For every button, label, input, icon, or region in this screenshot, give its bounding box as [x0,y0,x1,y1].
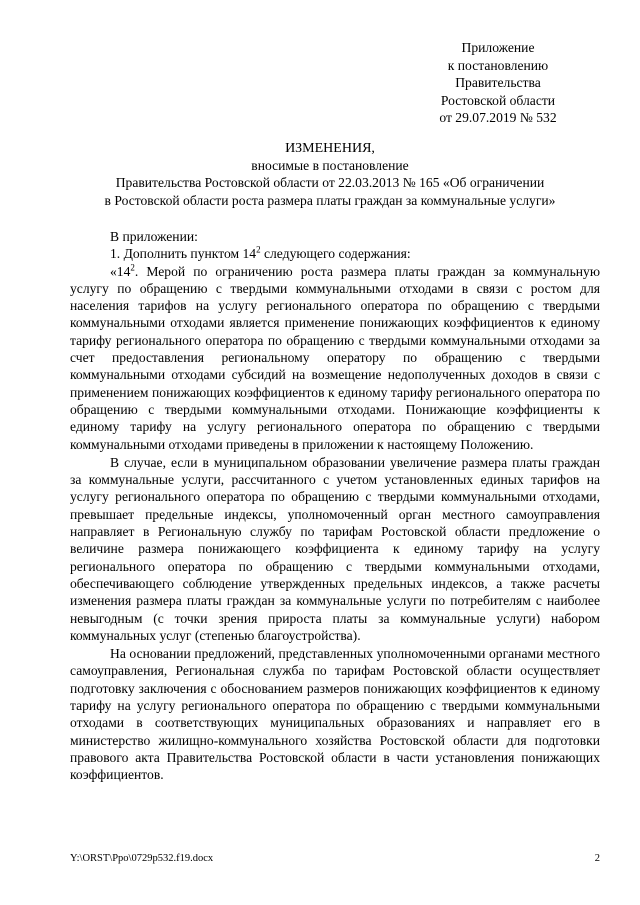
footer-file-path: Y:\ORST\Ppo\0729p532.f19.docx [70,853,214,864]
intro-line: В приложении: [110,229,198,244]
item-superscript: 2 [256,244,261,255]
title-line: в Ростовской области роста размера платы граждан за коммунальные услуги» [104,192,556,208]
title-line: вносимые в постановление [251,158,409,174]
appendix-line: Ростовской области [440,92,556,108]
appendix-line: от 29.07.2019 № 532 [439,110,557,126]
title-line: Правительства Ростовской области от 22.03.2013 № 165 «Об ограничении [115,175,545,191]
item-suffix: следующего содержания: [260,246,411,262]
appendix-line: Правительства [455,75,541,91]
document-body [70,228,600,784]
appendix-line: Приложение [461,40,535,55]
paragraph-3: На основании предложений, представленных уполномоченными органами местного самоуправления, Региональная служба по тарифам Ростовской области осуществляет подготовку заключения с обоснованием размеров понижающих коэффициентов к единому тарифу на услугу регионального оператора по обращению с твердыми коммунальными отходами в соответствующих муниципальных образованиях и направляет его в министерство жилищно-коммунального хозяйства Ростовской области для подготовки правового акта Правительства Ростовской области в части установления понижающих коэффициентов. [70,646,600,783]
title-heading: ИЗМЕНЕНИЯ, [285,141,375,156]
item-line [70,245,600,262]
item-prefix: 1. Дополнить пунктом 14 [110,246,257,262]
document-title [60,140,600,209]
appendix-line: к постановлению [447,57,549,73]
paragraph-1 [70,263,600,453]
paragraph-2: В случае, если в муниципальном образовании увеличение размера платы граждан за коммунальные услуги, рассчитанного с учетом установленных единых тарифов на услугу регионального оператора по обращению с твердыми коммунальными отходами, превышает предельные индексы, уполномоченный орган местного самоуправления направляет в Региональную службу по тарифам Ростовской области предложение о величине размера понижающего коэффициента к единому тарифу на услугу регионального оператора по обращению с твердыми коммунальными отходами, обеспечивающего соблюдение утвержденных предельных индексов, а также расчеты изменения размера платы граждан за коммунальные услуги по потребителям с наиболее невыгодным (с точки зрения прироста платы за коммунальные услуги) набором коммунальных услуг (степенью благоустройства). [70,454,600,643]
paragraph-1-superscript: 2 [130,262,135,273]
appendix-header [418,39,578,127]
paragraph-1-open: «14 [110,263,131,279]
page-number: 2 [594,853,600,864]
paragraph-1-text: . Мерой по ограничению роста размера платы граждан за коммунальную услугу по обращению с твердыми коммунальными отходами в связи с ростом для населения тарифов на услугу регионального оператора по обращению с твердыми коммунальными отходами является применение понижающих коэффициентов к единому тарифу регионального оператора по обращению с твердыми коммунальными отходами за счет предоставления региональному оператору по обращению с твердыми коммунальными отходами субсидий на возмещение недополученных доходов в связи с применением понижающих коэффициентов к единому тарифу регионального оператора по обращению с твердыми коммунальными отходами. Понижающие коэффициенты к единому тарифу на услугу регионального оператора по обращению с твердыми коммунальными отходами приведены в приложении к настоящему Положению. [70,263,600,452]
